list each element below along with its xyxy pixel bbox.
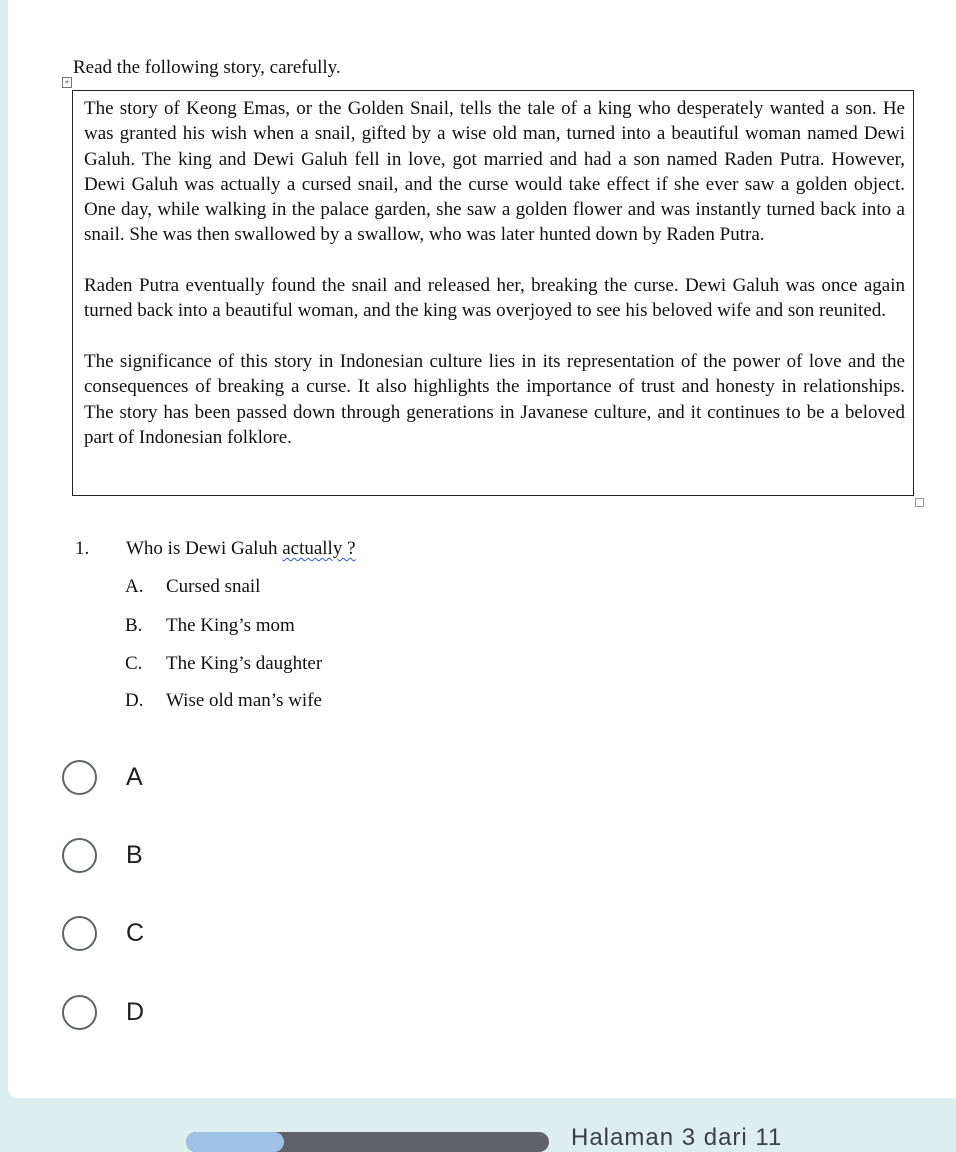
question-option-a	[125, 576, 260, 598]
page-indicator: Halaman 3 dari 11	[571, 1124, 783, 1151]
instruction-text: Read the following story, carefully.	[73, 57, 341, 78]
answer-choice-label[interactable]: D	[126, 997, 145, 1026]
option-text: The King’s mom	[166, 615, 295, 636]
story-box	[72, 90, 914, 496]
answer-choice-d[interactable]	[62, 992, 144, 1032]
option-letter: C.	[125, 653, 143, 674]
radio-button-d[interactable]	[62, 995, 97, 1030]
radio-button-b[interactable]	[62, 838, 97, 873]
answer-choice-label[interactable]: C	[126, 918, 145, 947]
story-paragraph: The story of Keong Emas, or the Golden Snail, tells the tale of a king who desperately wanted a son. He was granted his wish when a snail, gifted by a wise old man, turned into a beautiful woman named Dewi Galuh. The king and Dewi Galuh fell in love, got married and had a son named Raden Putra. However, Dewi Galuh was actually a cursed snail, and the curse would take effect if she ever saw a golden object. One day, while walking in the palace garden, she saw a golden flower and was instantly turned back into a snail. She was then swallowed by a swallow, who was later hunted down by Raden Putra.	[84, 98, 905, 246]
form-card	[8, 0, 956, 1098]
radio-button-a[interactable]	[62, 760, 97, 795]
option-letter: A.	[125, 576, 144, 597]
question-main-text: Who is Dewi Galuh	[126, 538, 283, 559]
form-progress-bar	[186, 1132, 549, 1152]
question-option-b	[125, 615, 295, 637]
option-letter: B.	[125, 615, 143, 636]
question-text	[75, 538, 356, 560]
progress-bar-fill	[186, 1132, 284, 1152]
answer-choice-b[interactable]	[62, 835, 143, 875]
story-paragraph: Raden Putra eventually found the snail and released her, breaking the curse. Dewi Galuh was once again turned back into a beautiful woman, and the king was overjoyed to see his beloved wife and son reunited.	[84, 275, 905, 322]
radio-button-c[interactable]	[62, 916, 97, 951]
answer-choice-label[interactable]: A	[126, 762, 143, 791]
answer-choice-c[interactable]	[62, 913, 144, 953]
option-text: Cursed snail	[166, 576, 261, 597]
option-text: The King’s daughter	[166, 653, 323, 674]
question-option-d	[125, 690, 322, 712]
question-number: 1.	[75, 538, 90, 559]
option-letter: D.	[125, 690, 144, 711]
question-spellcheck-text: actually ?	[282, 538, 356, 559]
question-option-c	[125, 653, 322, 675]
answer-choice-label[interactable]: B	[126, 840, 143, 869]
option-text: Wise old man’s wife	[166, 690, 322, 711]
table-move-handle-icon: +	[62, 77, 72, 88]
table-resize-handle-icon	[915, 498, 924, 507]
story-paragraph: The significance of this story in Indonesian culture lies in its representation of the power of love and the consequences of breaking a curse. It also highlights the importance of trust and honesty in relationships. The story has been passed down through generations in Javanese culture, and it continues to be a beloved part of Indonesian folklore.	[84, 350, 905, 448]
answer-choice-a[interactable]	[62, 757, 143, 797]
